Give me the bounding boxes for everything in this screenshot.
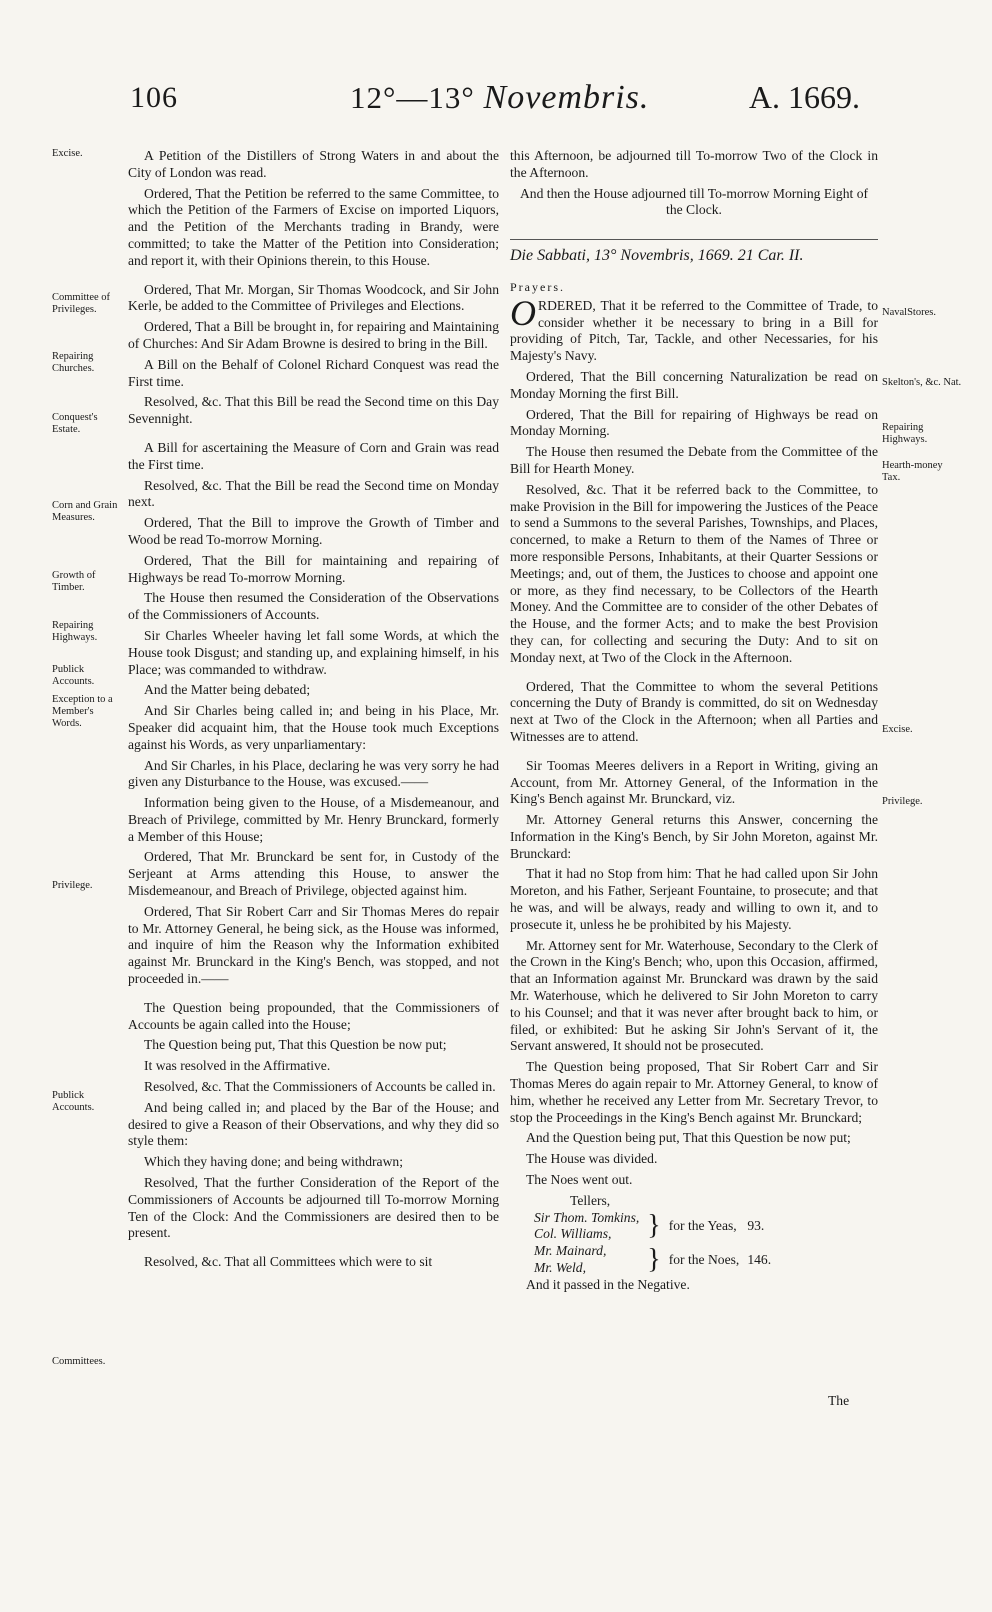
page-header [120,76,860,136]
adjournment: And then the House adjourned till To-morrow Morning Eight of the Clock. [519,185,869,218]
paragraph: Resolved, &c. That this Bill be read the Second time on this Day Sevennight. [128,394,499,427]
left-column [128,148,499,1275]
paragraph: Information being given to the House, of a Misdemeanour, and Breach of Privilege, committed by Mr. Henry Brunckard, formerly a Member of this House; [128,795,499,844]
noes-out: The Noes went out. [526,1172,633,1188]
tellers-label: Tellers, [570,1192,611,1208]
paragraph: Resolved, &c. That it be referred back to the Committee, to make Provision in the Bill for impowering the Justices of the Peace to send a Summons to the several Parishes, Townships, and Places, concerned, to make a Return to them of the Names of Three or more responsible Persons, Inhabitants, at their Quarter Sessions or Meetings; and, out of them, the Justices to choose and appoint one or more, as they find necessary, to be Collectors of the Hearth Money. And the Committee are to consider of the other Debates of the House, and the former Acts; and to make the best Provision they can, for collecting and securing the Duty: And to sit on Monday next, at Two of the Clock in the Afternoon. [510,481,878,665]
paragraph: RDERED, That it be referred to the Committee of Trade, to consider whether it be necessary to bring in a Bill for providing of Pitch, Tar, Tackle, and other Necessaries, for his Majesty's Navy. [510,297,878,364]
day-heading: Die Sabbati, 13° Novembris, 1669. 21 Car. II. [510,239,878,265]
margin-note: Growth of Timber. [52,570,96,593]
paragraph: And the Question being put, That this Question be now put; [526,1130,851,1146]
header-date-range: 12°—13° [350,80,475,115]
result: And it passed in the Negative. [526,1276,690,1292]
margin-note: Conquest's Estate. [52,412,98,435]
margin-note: Excise. [52,148,83,159]
drop-cap: O [510,292,536,333]
header-year [749,79,860,116]
paragraph: And the Matter being debated; [144,682,311,698]
paragraph: Resolved, &c. That all Committees which were to sit [144,1254,433,1270]
margin-note: Excise. [882,724,913,735]
noes-label: for the Noes, [668,1251,740,1267]
paragraph: And Sir Charles, in his Place, declaring he was very sorry he had given any Disturbance to the House, was excused.—— [128,757,499,790]
yeas-label: for the Yeas, [668,1218,737,1234]
paragraph: Resolved, &c. That the Bill be read the Second time on Monday next. [128,477,499,510]
teller-name: Col. Williams, [534,1226,612,1242]
division-note: The House was divided. [526,1151,658,1167]
paragraph: Ordered, That the Petition be referred to the same Committee, to which the Petition of the Farmers of Excise on imported Liquors, and the Petition of the Merchants trading in Brandy, were committed; to take the Matter of the Petition into Consideration; and report it, with their Opinions therein, to this House. [128,185,499,268]
margin-note: Repairing Highways. [882,422,928,445]
paragraph: That it had no Stop from him: That he had called upon Sir John Moreton, and his Father, Serjeant Fountaine, to prosecute; and that he was, and will be always, ready and willing to own it, and to prosecute it, unless he be prohibited by his Majesty. [510,866,878,932]
paragraph: Ordered, That Sir Robert Carr and Sir Thomas Meres do repair to Mr. Attorney General, he being sick, as the House was informed, and inquire of him the Reason why the Information exhibited against Mr. Brunckard in the King's Bench, was stopped, and not proceeded in.—— [128,903,499,987]
paragraph: The House then resumed the Debate from the Committee of the Bill for Hearth Money. [510,444,878,476]
paragraph: Resolved, &c. That the Commissioners of Accounts be called in. [144,1079,496,1095]
paragraph: The House then resumed the Consideration of the Observations of the Commissioners of Accounts. [128,590,499,623]
teller-name: Mr. Weld, [534,1260,586,1276]
teller-name: Mr. Mainard, [534,1243,607,1259]
paragraph: Sir Charles Wheeler having let fall some Words, at which the House took Disgust; and standing up, and explaining himself, in his Place; was commanded to withdraw. [128,627,499,677]
prayers-label: Prayers. [510,279,565,294]
right-column [510,148,878,1298]
paragraph: Ordered, That Mr. Brunckard be sent for, in Custody of the Serjeant at Arms attending this House, to answer the Misdemeanour, and Breach of Privilege, objected against him. [128,849,499,899]
margin-note: Privilege. [882,796,923,807]
paragraph: Ordered, That a Bill be brought in, for repairing and Maintaining of Churches: And Sir Adam Browne is desired to bring in the Bill. [128,319,499,351]
paragraph: It was resolved in the Affirmative. [144,1058,331,1074]
margin-note: Publick Accounts. [52,664,95,687]
paragraph: And being called in; and placed by the Bar of the House; and desired to give a Reason of their Observations, and why they did so style them: [128,1099,499,1149]
margin-note: Skelton's, &c. Nat. [882,377,962,388]
margin-note: Repairing Highways. [52,620,98,643]
paragraph: Ordered, That the Bill for repairing of Highways be read on Monday Morning. [510,406,878,439]
paragraph: A Bill for ascertaining the Measure of Corn and Grain was read the First time. [128,439,499,472]
paragraph: this Afternoon, be adjourned till To-morrow Two of the Clock in the Afternoon. [510,148,878,180]
header-year-value: 1669. [788,79,860,115]
brace: } [647,1210,661,1242]
margin-note: Privilege. [52,880,93,891]
paragraph: A Petition of the Distillers of Strong Waters in and about the City of London was read. [128,148,499,180]
paragraph: Mr. Attorney sent for Mr. Waterhouse, Secondary to the Clerk of the Crown in the King's Bench; who, upon this Occasion, affirmed, that an Information against Mr. Brunckard was drawn by the said Mr. Waterhouse, which he delivered to Sir John Moreton to carry to his Counsel; and that it was never after brought back to him, or filed, or exhibited: But he asking Sir John's Servant of it, the Servant answered, It should not be prosecuted. [510,937,878,1054]
teller-name: Sir Thom. Tomkins, [534,1209,640,1225]
margin-note: Corn and Grain Measures. [52,500,118,523]
paragraph: Ordered, That the Bill to improve the Growth of Timber and Wood be read To-morrow Morning. [128,515,499,547]
header-dates [350,79,649,117]
margin-note: Repairing Churches. [52,351,95,374]
paragraph: Ordered, That the Committee to whom the several Petitions concerning the Duty of Brandy is committed, do sit on Wednesday next at Two of the Clock in the Afternoon; when all Parties and Witnesses are to attend. [510,678,878,744]
yeas-count: 93. [747,1218,765,1234]
paragraph: Resolved, That the further Consideration of the Report of the Commissioners of Accounts be adjourned till To-morrow Morning Ten of the Clock: And the Commissioners are desired then to be present. [128,1175,499,1241]
paragraph: And Sir Charles being called in; and being in his Place, Mr. Speaker did acquaint him, that the House took much Exceptions against his Words, as very unparliamentary: [128,703,499,752]
paragraph: Mr. Attorney General returns this Answer, concerning the Information in the King's Bench, by Sir John Moreton, against Mr. Brunckard: [510,812,878,861]
brace: } [647,1243,661,1275]
paragraph: Ordered, That the Bill for maintaining and repairing of Highways be read To-morrow Morning. [128,552,499,585]
margin-note: NavalStores. [882,307,936,318]
margin-note: Publick Accounts. [52,1090,95,1113]
header-year-prefix: A. [748,79,780,115]
margin-note: Exception to a Member's Words. [52,694,113,729]
paragraph: Ordered, That the Bill concerning Naturalization be read on Monday Morning the first Bill. [510,368,878,401]
catchword: The [828,1393,850,1408]
margin-note: Committee of Privileges. [52,292,111,315]
tellers-table [530,1210,775,1277]
tellers-block [530,1193,878,1277]
margin-note: Committees. [52,1356,106,1367]
header-month: Novembris. [483,79,650,116]
paragraph: The Question being propounded, that the Commissioners of Accounts be again called into the House; [128,999,499,1032]
paragraph: Ordered, That Mr. Morgan, Sir Thomas Woodcock, and Sir John Kerle, be added to the Committee of Privileges and Elections. [128,281,499,314]
page-number: 106 [130,81,178,114]
paragraph: The Question being proposed, That Sir Robert Carr and Sir Thomas Meres do again repair to Mr. Attorney General, to know of him, whether he received any Letter from Mr. Secretary Trevor, to stop the Proceedings in the King's Bench against Mr. Brunckard; [510,1059,878,1125]
noes-count: 146. [747,1251,772,1267]
paragraph: Sir Toomas Meeres delivers in a Report in Writing, giving an Account, from Mr. Attorney General, of the Information in the King's Bench against Mr. Brunckard, viz. [510,757,878,807]
paragraph: Which they having done; and being withdrawn; [144,1154,403,1170]
margin-note: Hearth-money Tax. [882,460,943,483]
paragraph: The Question being put, That this Question be now put; [144,1037,447,1053]
paragraph: A Bill on the Behalf of Colonel Richard Conquest was read the First time. [128,356,499,389]
